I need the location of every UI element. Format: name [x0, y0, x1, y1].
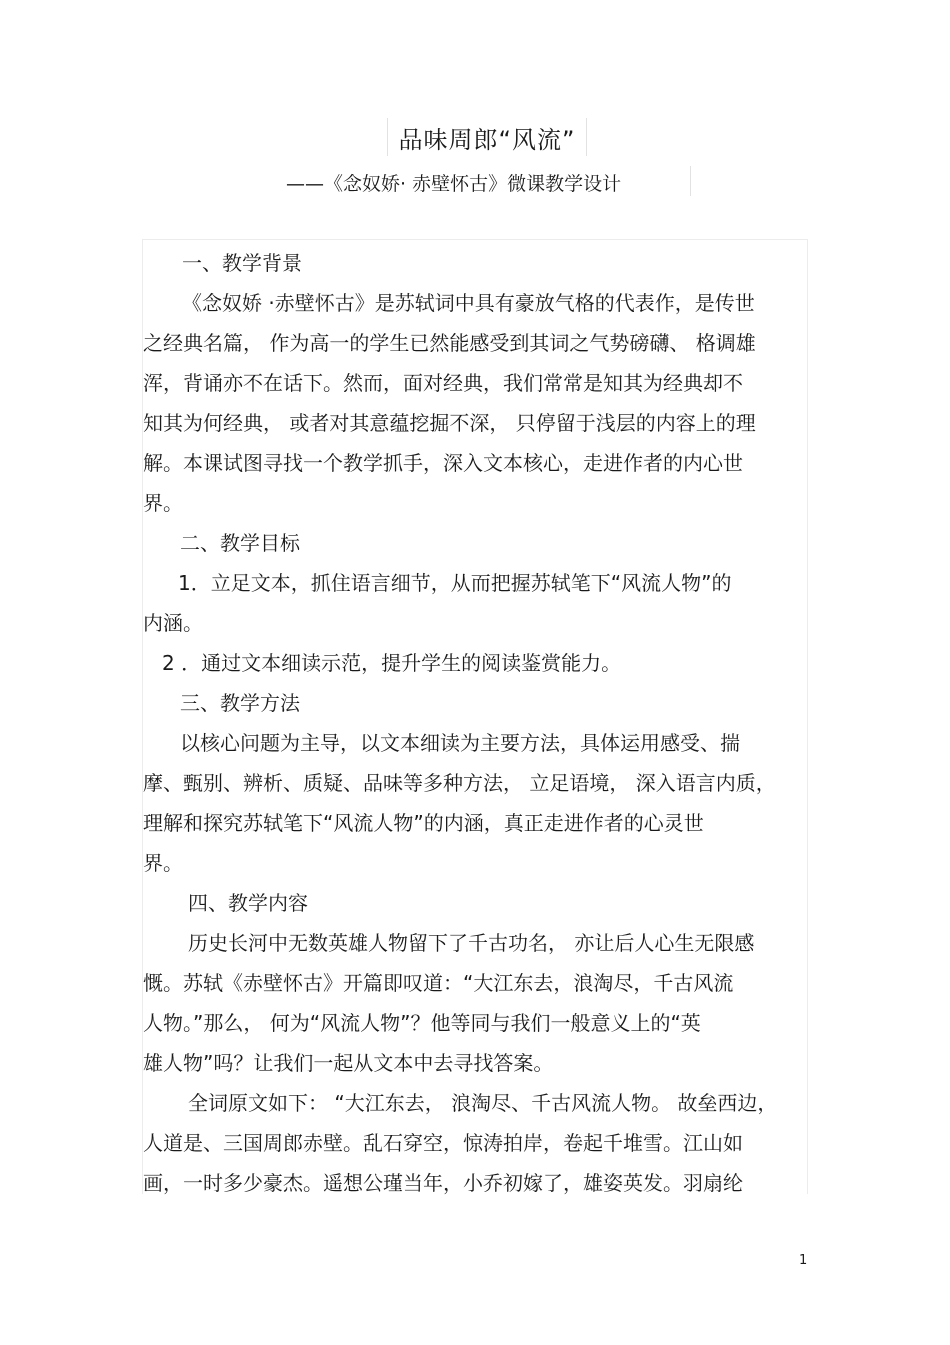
section-heading-methods: 三、教学方法 [180, 691, 300, 715]
paragraph-line: 界。 [143, 851, 183, 875]
paragraph-line: 以核心问题为主导，以文本细读为主要方法，具体运用感受、揣 [180, 731, 740, 755]
objective-item: 1．立足文本，抓住语言细节，从而把握苏轼笔下“风流人物”的 [178, 571, 732, 595]
title-box [387, 118, 587, 156]
paragraph-line: 摩、甄别、辨析、质疑、品味等多种方法， 立足语境， 深入语言内质， [143, 771, 776, 795]
paragraph-line: 全词原文如下： “大江东去， 浪淘尽、千古风流人物。 故垒西边， [188, 1091, 778, 1115]
paragraph-line: 雄人物”吗？让我们一起从文本中去寻找答案。 [143, 1051, 554, 1075]
paragraph-line: 人道是、三国周郎赤壁。乱石穿空，惊涛拍岸，卷起千堆雪。江山如 [143, 1131, 743, 1155]
objective-item: 2 ．通过文本细读示范，提升学生的阅读鉴赏能力。 [162, 651, 622, 675]
page-subtitle: ——《念奴娇· 赤壁怀古》微课教学设计 [286, 173, 622, 195]
section-heading-background: 一、教学背景 [182, 251, 302, 275]
paragraph-line: 理解和探究苏轼笔下“风流人物”的内涵，真正走进作者的心灵世 [143, 811, 704, 835]
section-heading-content: 四、教学内容 [188, 891, 308, 915]
paragraph-line: 《念奴娇 ·赤壁怀古》是苏轼词中具有豪放气格的代表作，是传世 [182, 291, 755, 315]
paragraph-line: 人物。”那么， 何为“风流人物”？他等同与我们一般意义上的“英 [143, 1011, 701, 1035]
page-title: 品味周郎“风流” [398, 126, 576, 154]
paragraph-line: 界。 [143, 491, 183, 515]
page-number: 1 [799, 1253, 808, 1268]
subtitle-box [286, 166, 691, 196]
paragraph-line: 画，一时多少豪杰。遥想公瑾当年，小乔初嫁了，雄姿英发。羽扇纶 [143, 1171, 743, 1195]
paragraph-line: 内涵。 [143, 611, 203, 635]
paragraph-line: 慨。苏轼《赤壁怀古》开篇即叹道：“大江东去，浪淘尽，千古风流 [143, 971, 734, 995]
section-heading-objectives: 二、教学目标 [180, 531, 300, 555]
paragraph-line: 知其为何经典， 或者对其意蕴挖掘不深， 只停留于浅层的内容上的理 [143, 411, 756, 435]
paragraph-line: 之经典名篇， 作为高一的学生已然能感受到其词之气势磅礴、 格调雄 [143, 331, 756, 355]
paragraph-line: 历史长河中无数英雄人物留下了千古功名， 亦让后人心生无限感 [188, 931, 755, 955]
paragraph-line: 解。本课试图寻找一个教学抓手，深入文本核心，走进作者的内心世 [143, 451, 743, 475]
paragraph-line: 浑，背诵亦不在话下。然而，面对经典，我们常常是知其为经典却不 [143, 371, 743, 395]
